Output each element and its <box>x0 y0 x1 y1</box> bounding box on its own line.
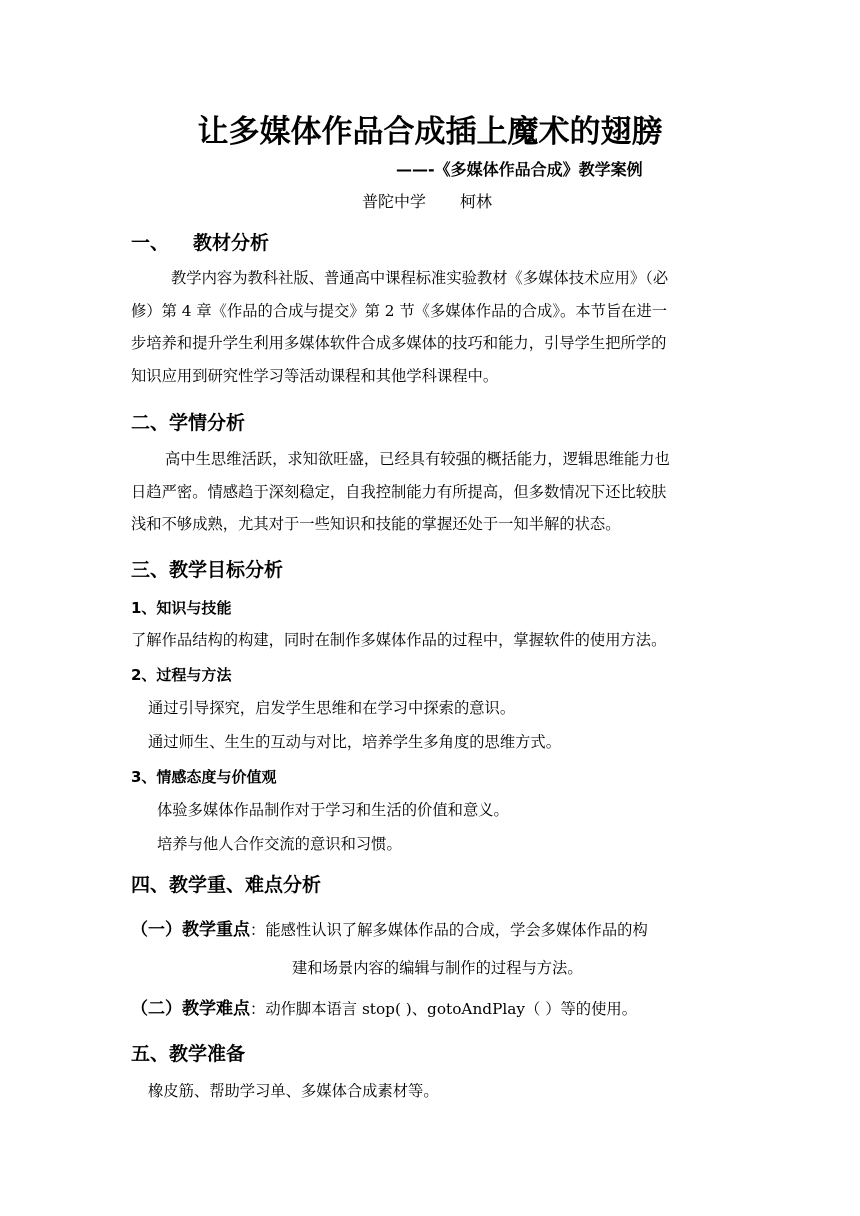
author-name: 柯林 <box>460 192 493 211</box>
section-4-heading: 四、教学重、难点分析 <box>131 874 322 896</box>
section-5-heading: 五、教学准备 <box>131 1043 246 1065</box>
section-1-heading <box>131 228 269 255</box>
section-2-heading: 二、学情分析 <box>131 412 246 434</box>
section-3-heading: 三、教学目标分析 <box>131 559 284 581</box>
paragraph-line: 高中生思维活跃，求知欲旺盛，已经具有较强的概括能力，逻辑思维能力也 <box>165 450 670 468</box>
difficulty-text: 动作脚本语言 stop( )、gotoAndPlay（ ）等的使用。 <box>265 1000 637 1018</box>
author-line <box>362 189 492 212</box>
section-2-paragraph <box>131 443 731 541</box>
objective-1-label: 1、知识与技能 <box>131 599 232 617</box>
paragraph-line: 浅和不够成熟，尤其对于一些知识和技能的掌握还处于一知半解的状态。 <box>131 515 621 533</box>
document-title: 让多媒体作品合成插上魔术的翅膀 <box>197 114 663 150</box>
paragraph-line: 知识应用到研究性学习等活动课程和其他学科课程中。 <box>131 366 499 385</box>
difficulty-row <box>131 994 637 1019</box>
objective-1-text: 了解作品结构的构建，同时在制作多媒体作品的过程中，掌握软件的使用方法。 <box>131 631 667 649</box>
key-point-text: 能感性认识了解多媒体作品的合成，学会多媒体作品的构 <box>265 921 648 939</box>
author-school: 普陀中学 <box>362 192 427 211</box>
objective-3-text-2: 培养与他人合作交流的意识和习惯。 <box>157 835 402 853</box>
objective-2-label: 2、过程与方法 <box>131 666 232 684</box>
section-1-number: 一、 <box>131 232 170 254</box>
document-subtitle: ——-《多媒体作品合成》教学案例 <box>396 160 643 179</box>
key-point-row <box>131 915 648 940</box>
objective-2-text-1: 通过引导探究，启发学生思维和在学习中探索的意识。 <box>148 699 516 717</box>
section-5-text: 橡皮筋、帮助学习单、多媒体合成素材等。 <box>148 1082 439 1100</box>
paragraph-line: 教学内容为教科社版、普通高中课程标准实验教材《多媒体技术应用》（必 <box>171 269 669 287</box>
section-1-title: 教材分析 <box>193 232 270 254</box>
objective-2-text-2: 通过师生、生生的互动与对比，培养学生多角度的思维方式。 <box>148 733 562 751</box>
paragraph-line: 日趋严密。情感趋于深刻稳定，自我控制能力有所提高，但多数情况下还比较肤 <box>131 482 667 501</box>
paragraph-line: 修）第 4 章《作品的合成与提交》第 2 节《多媒体作品的合成》。本节旨在进一 <box>131 301 668 320</box>
objective-3-text-1: 体验多媒体作品制作对于学习和生活的价值和意义。 <box>157 801 509 819</box>
difficulty-colon: ： <box>250 1000 266 1018</box>
objective-3-label: 3、情感态度与价值观 <box>131 768 277 786</box>
difficulty-label: （二）教学难点 <box>131 999 250 1019</box>
section-1-paragraph <box>131 262 731 392</box>
key-point-label: （一）教学重点 <box>131 920 250 940</box>
key-point-colon: ： <box>250 921 266 939</box>
key-point-text-2: 建和场景内容的编辑与制作的过程与方法。 <box>292 959 583 977</box>
paragraph-line: 步培养和提升学生利用多媒体软件合成多媒体的技巧和能力，引导学生把所学的 <box>131 334 667 352</box>
